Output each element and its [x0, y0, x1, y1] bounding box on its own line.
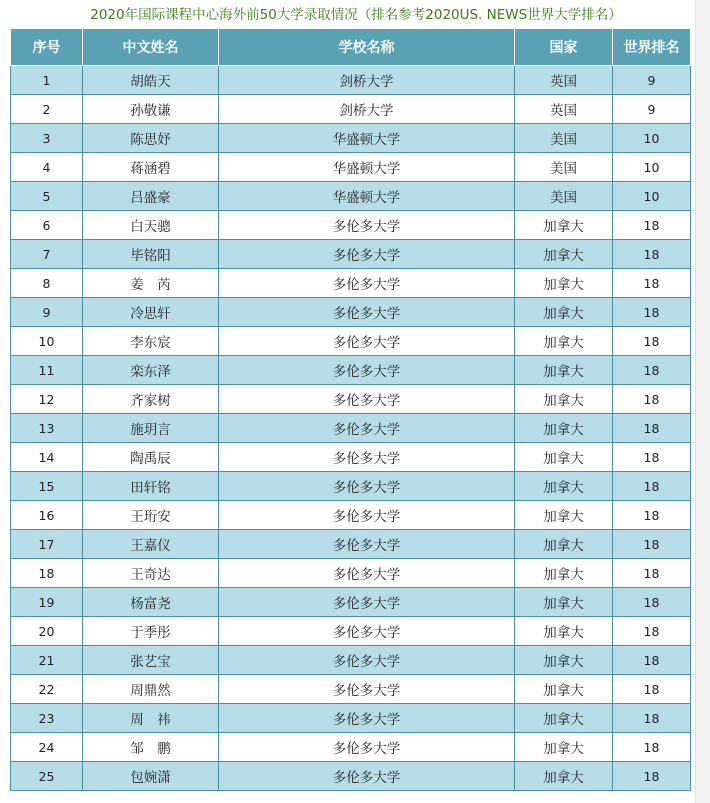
cell-chinese-name: 孙敬谦 — [83, 95, 219, 124]
cell-world-rank: 18 — [613, 588, 691, 617]
table-row — [11, 443, 691, 472]
cell-country: 加拿大 — [515, 559, 613, 588]
cell-school-name: 多伦多大学 — [219, 240, 515, 269]
cell-chinese-name: 齐家树 — [83, 385, 219, 414]
table-row — [11, 66, 691, 95]
cell-serial-number: 25 — [11, 762, 83, 791]
cell-chinese-name: 吕盛豪 — [83, 182, 219, 211]
table-row — [11, 356, 691, 385]
table-row — [11, 588, 691, 617]
cell-school-name: 多伦多大学 — [219, 501, 515, 530]
cell-serial-number: 3 — [11, 124, 83, 153]
cell-country: 加拿大 — [515, 617, 613, 646]
cell-serial-number: 4 — [11, 153, 83, 182]
cell-world-rank: 18 — [613, 240, 691, 269]
page-scrollbar[interactable] — [695, 0, 710, 803]
cell-serial-number: 2 — [11, 95, 83, 124]
cell-serial-number: 11 — [11, 356, 83, 385]
cell-serial-number: 5 — [11, 182, 83, 211]
cell-world-rank: 18 — [613, 704, 691, 733]
cell-world-rank: 18 — [613, 559, 691, 588]
cell-country: 加拿大 — [515, 269, 613, 298]
cell-serial-number: 20 — [11, 617, 83, 646]
cell-world-rank: 18 — [613, 356, 691, 385]
table-row — [11, 182, 691, 211]
cell-chinese-name: 陈思妤 — [83, 124, 219, 153]
cell-world-rank: 18 — [613, 501, 691, 530]
cell-serial-number: 7 — [11, 240, 83, 269]
cell-serial-number: 21 — [11, 646, 83, 675]
cell-chinese-name: 施玥言 — [83, 414, 219, 443]
table-row — [11, 530, 691, 559]
cell-school-name: 多伦多大学 — [219, 704, 515, 733]
cell-world-rank: 18 — [613, 211, 691, 240]
cell-world-rank: 18 — [613, 414, 691, 443]
cell-serial-number: 10 — [11, 327, 83, 356]
cell-world-rank: 18 — [613, 269, 691, 298]
cell-country: 加拿大 — [515, 501, 613, 530]
cell-school-name: 华盛顿大学 — [219, 124, 515, 153]
cell-chinese-name: 于季彤 — [83, 617, 219, 646]
cell-country: 加拿大 — [515, 211, 613, 240]
cell-world-rank: 18 — [613, 617, 691, 646]
cell-serial-number: 12 — [11, 385, 83, 414]
cell-serial-number: 23 — [11, 704, 83, 733]
cell-world-rank: 18 — [613, 733, 691, 762]
cell-world-rank: 9 — [613, 66, 691, 95]
cell-country: 美国 — [515, 124, 613, 153]
cell-chinese-name: 李东宸 — [83, 327, 219, 356]
page-title: 2020年国际课程中心海外前50大学录取情况（排名参考2020US. NEWS世界大学排名） — [90, 7, 622, 23]
cell-country: 加拿大 — [515, 733, 613, 762]
cell-country: 加拿大 — [515, 240, 613, 269]
cell-school-name: 多伦多大学 — [219, 327, 515, 356]
cell-country: 加拿大 — [515, 356, 613, 385]
cell-school-name: 多伦多大学 — [219, 559, 515, 588]
cell-serial-number: 14 — [11, 443, 83, 472]
cell-school-name: 多伦多大学 — [219, 617, 515, 646]
cell-school-name: 剑桥大学 — [219, 95, 515, 124]
header-world-rank: 世界排名 — [613, 29, 691, 66]
cell-world-rank: 18 — [613, 675, 691, 704]
table-row — [11, 240, 691, 269]
header-school-name: 学校名称 — [219, 29, 515, 66]
cell-world-rank: 10 — [613, 182, 691, 211]
cell-serial-number: 17 — [11, 530, 83, 559]
cell-chinese-name: 王珩安 — [83, 501, 219, 530]
cell-chinese-name: 杨富尧 — [83, 588, 219, 617]
cell-chinese-name: 蒋涵碧 — [83, 153, 219, 182]
cell-serial-number: 13 — [11, 414, 83, 443]
cell-school-name: 多伦多大学 — [219, 298, 515, 327]
table-row — [11, 153, 691, 182]
cell-chinese-name: 包婉潇 — [83, 762, 219, 791]
admissions-table — [10, 29, 691, 791]
cell-serial-number: 6 — [11, 211, 83, 240]
cell-country: 加拿大 — [515, 530, 613, 559]
cell-school-name: 多伦多大学 — [219, 588, 515, 617]
cell-school-name: 多伦多大学 — [219, 646, 515, 675]
cell-school-name: 多伦多大学 — [219, 762, 515, 791]
cell-school-name: 多伦多大学 — [219, 356, 515, 385]
cell-school-name: 多伦多大学 — [219, 675, 515, 704]
cell-country: 美国 — [515, 182, 613, 211]
cell-chinese-name: 冷思轩 — [83, 298, 219, 327]
cell-serial-number: 8 — [11, 269, 83, 298]
cell-chinese-name: 胡皓天 — [83, 66, 219, 95]
cell-serial-number: 9 — [11, 298, 83, 327]
table-row — [11, 124, 691, 153]
cell-world-rank: 10 — [613, 153, 691, 182]
cell-country: 加拿大 — [515, 588, 613, 617]
cell-school-name: 多伦多大学 — [219, 733, 515, 762]
cell-chinese-name: 张艺宝 — [83, 646, 219, 675]
header-country: 国家 — [515, 29, 613, 66]
table-row — [11, 298, 691, 327]
cell-chinese-name: 周鼎然 — [83, 675, 219, 704]
cell-world-rank: 9 — [613, 95, 691, 124]
cell-country: 加拿大 — [515, 443, 613, 472]
cell-chinese-name: 栾东泽 — [83, 356, 219, 385]
cell-chinese-name: 邹 鹏 — [83, 733, 219, 762]
cell-country: 英国 — [515, 66, 613, 95]
cell-school-name: 多伦多大学 — [219, 269, 515, 298]
cell-country: 加拿大 — [515, 414, 613, 443]
cell-chinese-name: 陶禹辰 — [83, 443, 219, 472]
cell-country: 加拿大 — [515, 704, 613, 733]
cell-serial-number: 24 — [11, 733, 83, 762]
cell-country: 美国 — [515, 153, 613, 182]
cell-world-rank: 18 — [613, 472, 691, 501]
cell-serial-number: 16 — [11, 501, 83, 530]
cell-country: 加拿大 — [515, 472, 613, 501]
cell-country: 英国 — [515, 95, 613, 124]
table-row — [11, 472, 691, 501]
cell-chinese-name: 王奇达 — [83, 559, 219, 588]
cell-world-rank: 18 — [613, 646, 691, 675]
table-row — [11, 733, 691, 762]
cell-school-name: 多伦多大学 — [219, 211, 515, 240]
cell-school-name: 多伦多大学 — [219, 443, 515, 472]
cell-serial-number: 1 — [11, 66, 83, 95]
cell-serial-number: 19 — [11, 588, 83, 617]
cell-school-name: 多伦多大学 — [219, 414, 515, 443]
cell-school-name: 华盛顿大学 — [219, 153, 515, 182]
cell-serial-number: 15 — [11, 472, 83, 501]
table-row — [11, 269, 691, 298]
table-row — [11, 385, 691, 414]
table-row — [11, 95, 691, 124]
header-serial-number: 序号 — [11, 29, 83, 66]
cell-chinese-name: 毕铭阳 — [83, 240, 219, 269]
cell-chinese-name: 白天骢 — [83, 211, 219, 240]
table-row — [11, 559, 691, 588]
header-chinese-name: 中文姓名 — [83, 29, 219, 66]
table-row — [11, 327, 691, 356]
cell-world-rank: 10 — [613, 124, 691, 153]
cell-school-name: 多伦多大学 — [219, 530, 515, 559]
header-row — [11, 29, 691, 66]
cell-world-rank: 18 — [613, 327, 691, 356]
cell-school-name: 多伦多大学 — [219, 472, 515, 501]
table-row — [11, 501, 691, 530]
cell-world-rank: 18 — [613, 298, 691, 327]
cell-school-name: 多伦多大学 — [219, 385, 515, 414]
cell-school-name: 华盛顿大学 — [219, 182, 515, 211]
cell-country: 加拿大 — [515, 298, 613, 327]
table-row — [11, 646, 691, 675]
cell-country: 加拿大 — [515, 385, 613, 414]
table-row — [11, 211, 691, 240]
cell-country: 加拿大 — [515, 327, 613, 356]
cell-world-rank: 18 — [613, 385, 691, 414]
table-row — [11, 617, 691, 646]
cell-country: 加拿大 — [515, 646, 613, 675]
table-row — [11, 675, 691, 704]
cell-chinese-name: 姜 芮 — [83, 269, 219, 298]
cell-serial-number: 22 — [11, 675, 83, 704]
table-row — [11, 414, 691, 443]
cell-world-rank: 18 — [613, 443, 691, 472]
table-row — [11, 762, 691, 791]
cell-country: 加拿大 — [515, 762, 613, 791]
cell-school-name: 剑桥大学 — [219, 66, 515, 95]
table-body — [11, 66, 691, 791]
cell-chinese-name: 王嘉仪 — [83, 530, 219, 559]
table-header — [11, 29, 691, 66]
cell-country: 加拿大 — [515, 675, 613, 704]
cell-serial-number: 18 — [11, 559, 83, 588]
table-row — [11, 704, 691, 733]
cell-chinese-name: 周 祎 — [83, 704, 219, 733]
cell-world-rank: 18 — [613, 762, 691, 791]
cell-world-rank: 18 — [613, 530, 691, 559]
cell-chinese-name: 田轩铭 — [83, 472, 219, 501]
